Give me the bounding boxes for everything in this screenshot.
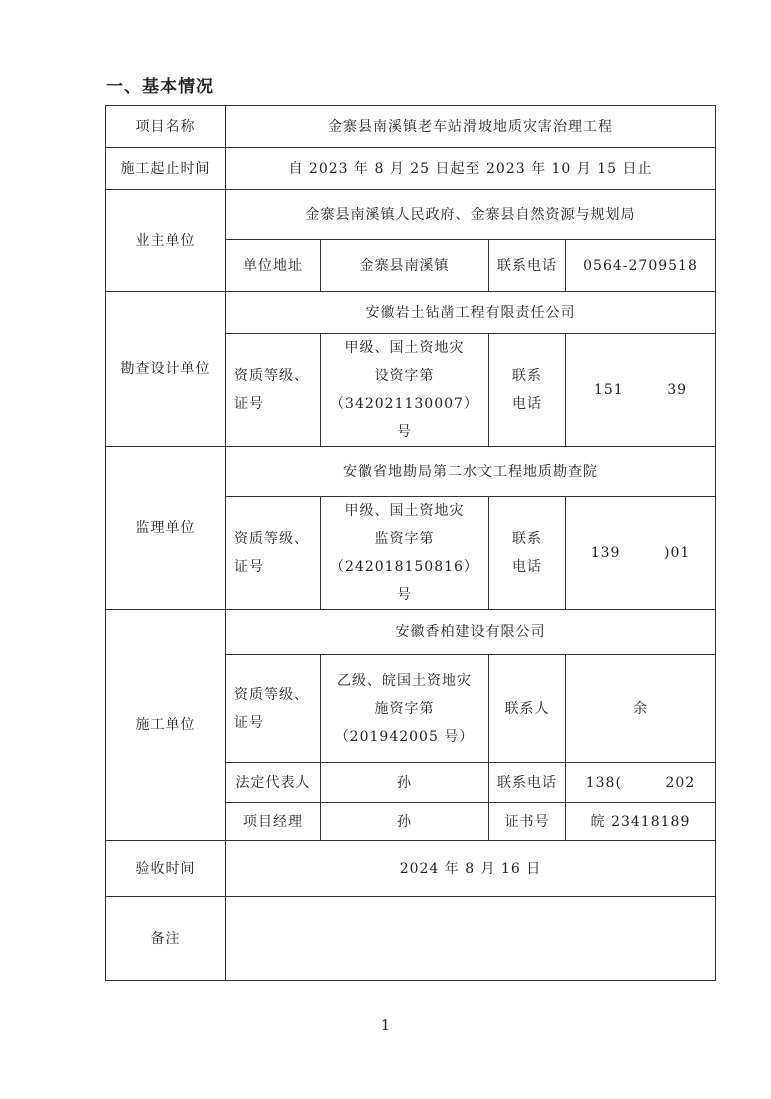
page-number: 1 (380, 1016, 391, 1034)
survey-qual-label-2: 证号 (234, 396, 264, 412)
supervision-phone: 139 )01 (566, 497, 716, 610)
row-construction-period (106, 148, 716, 190)
acceptance-label: 验收时间 (106, 841, 226, 897)
row-acceptance (106, 841, 716, 897)
row-owner-name (106, 190, 716, 240)
cert-number: 皖 23418189 (566, 803, 716, 841)
supervision-contact-label-2: 电话 (512, 559, 542, 575)
construction-qual-label-2: 证号 (234, 714, 264, 731)
survey-qual-line-2: 设资字第 (374, 368, 435, 384)
construction-name: 安徽香柏建设有限公司 (226, 610, 716, 655)
section-title: 一、基本情况 (106, 77, 214, 97)
survey-qual-line-3: （342021130007）号 (330, 396, 479, 440)
survey-phone: 151 39 (566, 334, 716, 447)
construction-qual-label (226, 655, 321, 763)
row-project-name (106, 106, 716, 148)
construction-period-label: 施工起止时间 (106, 148, 226, 190)
construction-qual-value (321, 655, 489, 763)
supervision-qual-label-2: 证号 (234, 559, 264, 575)
legal-phone: 138( 202 (566, 763, 716, 803)
acceptance-value: 2024 年 8 月 16 日 (226, 841, 716, 897)
survey-contact-label-1: 联系 (512, 368, 542, 384)
row-construction-name (106, 610, 716, 655)
supervision-qual-line-3: （242018150816）号 (330, 559, 479, 603)
supervision-label: 监理单位 (106, 447, 226, 610)
manager: 孙 (321, 803, 489, 841)
owner-phone-label: 联系电话 (489, 240, 566, 292)
supervision-contact-label (489, 497, 566, 610)
construction-qual-line-3: （201942005 号） (334, 728, 475, 745)
basic-info-table (105, 105, 716, 981)
survey-qual-label (226, 334, 321, 447)
supervision-qual-label (226, 497, 321, 610)
cert-label: 证书号 (489, 803, 566, 841)
legal-rep-label: 法定代表人 (226, 763, 321, 803)
project-name-value: 金寨县南溪镇老车站滑坡地质灾害治理工程 (226, 106, 716, 148)
row-remarks (106, 897, 716, 981)
survey-design-label: 勘查设计单位 (106, 292, 226, 447)
survey-contact-label (489, 334, 566, 447)
owner-name: 金寨县南溪镇人民政府、金寨县自然资源与规划局 (226, 190, 716, 240)
supervision-qual-line-2: 监资字第 (374, 531, 435, 547)
row-survey-name (106, 292, 716, 334)
remarks-label: 备注 (106, 897, 226, 981)
supervision-qual-label-1: 资质等级、 (234, 531, 309, 547)
construction-label: 施工单位 (106, 610, 226, 841)
manager-label: 项目经理 (226, 803, 321, 841)
survey-qual-line-1: 甲级、国土资地灾 (344, 340, 465, 356)
row-supervision-name (106, 447, 716, 497)
supervision-contact-label-1: 联系 (512, 531, 542, 547)
remarks-value (226, 897, 716, 981)
legal-phone-label: 联系电话 (489, 763, 566, 803)
owner-address-label: 单位地址 (226, 240, 321, 292)
survey-qual-value (321, 334, 489, 447)
owner-address: 金寨县南溪镇 (321, 240, 489, 292)
construction-contact-person: 余 (566, 655, 716, 763)
supervision-qual-value (321, 497, 489, 610)
project-name-label: 项目名称 (106, 106, 226, 148)
legal-rep: 孙 (321, 763, 489, 803)
construction-qual-line-2: 施资字第 (374, 700, 435, 717)
supervision-name: 安徽省地勘局第二水文工程地质勘查院 (226, 447, 716, 497)
survey-qual-label-1: 资质等级、 (234, 368, 309, 384)
survey-contact-label-2: 电话 (512, 396, 542, 412)
owner-label: 业主单位 (106, 190, 226, 292)
construction-qual-label-1: 资质等级、 (234, 686, 309, 703)
construction-period-value: 自 2023 年 8 月 25 日起至 2023 年 10 月 15 日止 (226, 148, 716, 190)
construction-qual-line-1: 乙级、皖国土资地灾 (337, 672, 472, 689)
construction-contact-person-label: 联系人 (489, 655, 566, 763)
survey-design-name: 安徽岩土钻凿工程有限责任公司 (226, 292, 716, 334)
owner-phone: 0564-2709518 (566, 240, 716, 292)
supervision-qual-line-1: 甲级、国土资地灾 (344, 503, 465, 519)
